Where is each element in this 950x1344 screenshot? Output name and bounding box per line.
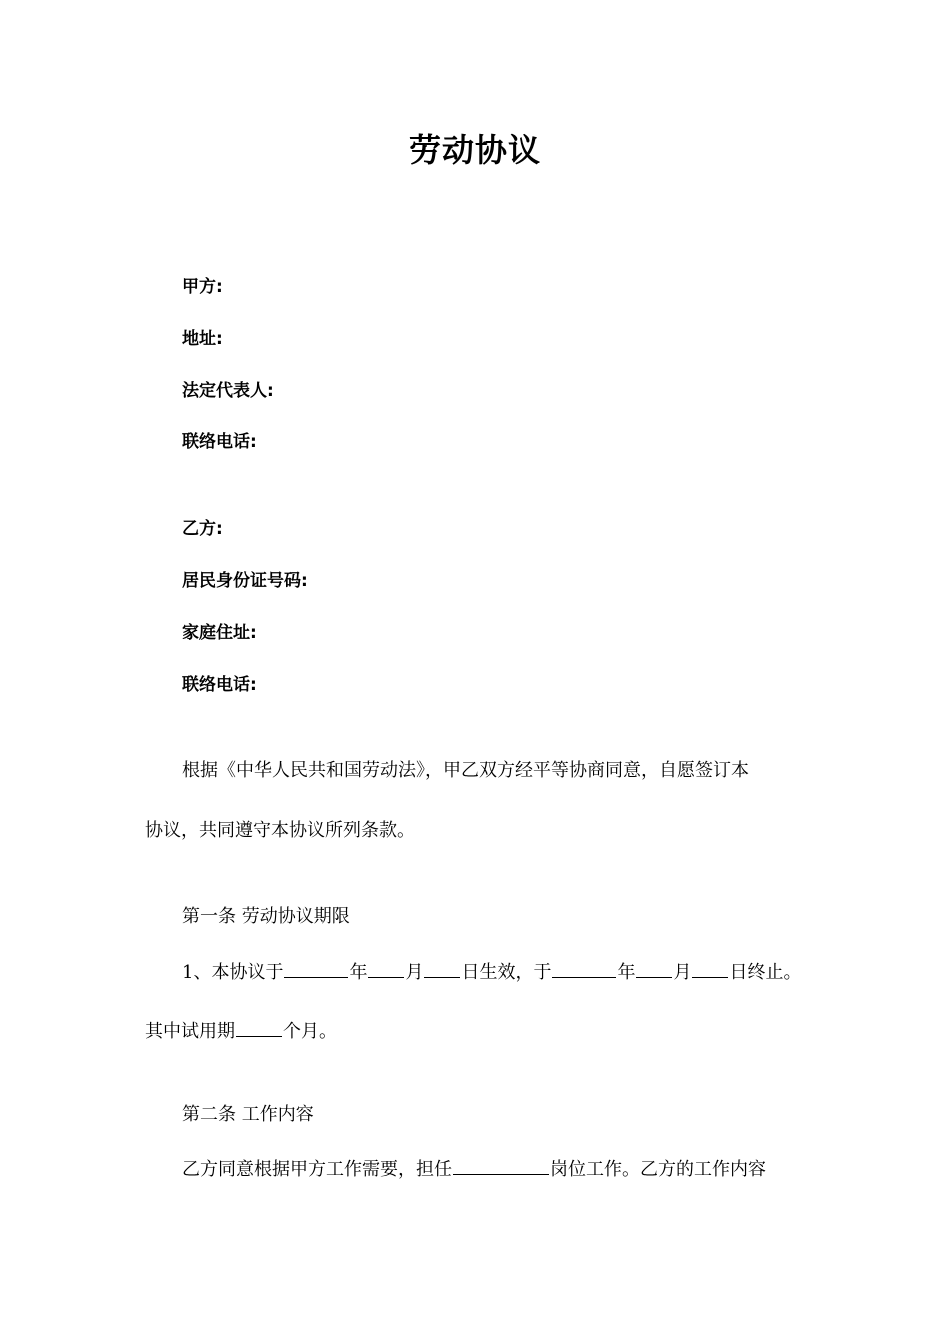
start-month-blank[interactable] <box>368 957 404 978</box>
probation-months-blank[interactable] <box>236 1016 282 1037</box>
article-1-p2-suffix: 个月。 <box>283 1021 337 1042</box>
end-year-blank[interactable] <box>552 957 616 978</box>
effective-text: 日生效，于 <box>461 962 552 983</box>
intro-line-1: 根据《中华人民共和国劳动法》，甲乙双方经平等协商同意，自愿签订本 <box>182 760 749 781</box>
end-text: 日终止。 <box>729 962 802 983</box>
party-a-address-label: 地址: <box>182 329 223 349</box>
article-2-paragraph-1 <box>182 1154 766 1183</box>
party-b-phone-label: 联络电话: <box>182 675 257 695</box>
end-year-text: 年 <box>617 962 636 983</box>
article-1-p2-prefix: 其中试用期 <box>145 1021 235 1042</box>
article-1-paragraph-2 <box>145 1016 337 1045</box>
end-day-blank[interactable] <box>692 957 728 978</box>
end-month-text: 月 <box>673 962 692 983</box>
start-year-blank[interactable] <box>284 957 348 978</box>
party-b-home-address-label: 家庭住址: <box>182 623 257 643</box>
article-1-paragraph-1 <box>182 957 801 986</box>
document-title: 劳动协议 <box>408 131 541 169</box>
position-blank[interactable] <box>453 1154 549 1175</box>
intro-line-2: 协议，共同遵守本协议所列条款。 <box>145 820 415 841</box>
party-a-phone-label: 联络电话: <box>182 432 257 452</box>
start-day-blank[interactable] <box>424 957 460 978</box>
party-a-label: 甲方: <box>182 277 223 297</box>
start-year-text: 年 <box>349 962 368 983</box>
party-a-legal-rep-label: 法定代表人: <box>182 381 274 401</box>
party-b-label: 乙方: <box>182 519 223 539</box>
start-month-text: 月 <box>405 962 424 983</box>
article-1-heading: 第一条 劳动协议期限 <box>182 906 350 927</box>
article-2-heading: 第二条 工作内容 <box>182 1104 314 1125</box>
article-2-p1-prefix: 乙方同意根据甲方工作需要，担任 <box>182 1159 452 1180</box>
end-month-blank[interactable] <box>636 957 672 978</box>
party-b-id-label: 居民身份证号码: <box>182 571 308 591</box>
article-1-p1-prefix: 1、本协议于 <box>182 962 284 983</box>
article-2-p1-suffix: 岗位工作。乙方的工作内容 <box>550 1159 766 1180</box>
